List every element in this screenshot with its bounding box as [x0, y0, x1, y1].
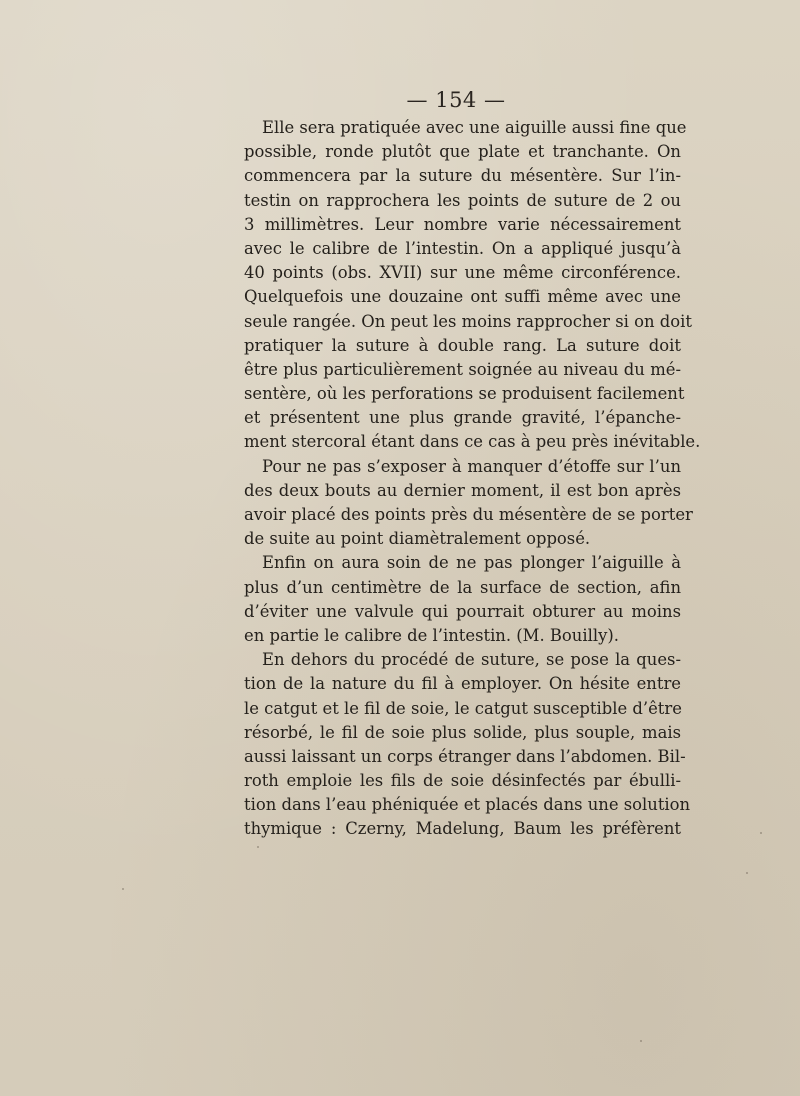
text-line: tion dans l’eau phéniquée et placés dans une solution — [244, 795, 691, 815]
text-line: résorbé, le fil de soie plus solide, plus souple, mais — [244, 722, 681, 742]
body-text — [244, 116, 701, 842]
paragraph-3 — [244, 551, 681, 648]
text-line: testin on rapprochera les points de suture de 2 ou — [244, 190, 681, 210]
text-line: seule rangée. On peut les moins rapprocher si on doit — [244, 311, 692, 331]
text-line: Enfin on aura soin de ne pas plonger l’aiguille à — [262, 553, 681, 573]
text-line: aussi laissant un corps étranger dans l’abdomen. Bil- — [244, 746, 686, 766]
text-line: 3 millimètres. Leur nombre varie nécessairement — [244, 214, 681, 234]
text-line: Elle sera pratiquée avec une aiguille aussi fine que — [262, 118, 687, 137]
text-line: Pour ne pas s’exposer à manquer d’étoffe sur l’un — [262, 456, 681, 476]
text-line: plus d’un centimètre de la surface de section, afin — [244, 577, 681, 597]
text-line: En dehors du procédé de suture, se pose la ques- — [262, 650, 681, 670]
text-line: Quelquefois une douzaine ont suffi même avec une — [244, 287, 681, 307]
text-line: thymique : Czerny, Madelung, Baum les préfèrent — [244, 819, 681, 839]
text-line: avoir placé des points près du mésentère de se porter — [244, 505, 693, 524]
paper-speck — [760, 832, 762, 834]
text-line: et présentent une plus grande gravité, l’épanche- — [244, 408, 681, 428]
paper-speck — [122, 888, 124, 890]
text-line: le catgut et le fil de soie, le catgut susceptible d’être — [244, 698, 682, 718]
text-line: pratiquer la suture à double rang. La suture doit — [244, 335, 681, 355]
paragraph-4 — [244, 648, 691, 842]
text-line: ment stercoral étant dans ce cas à peu près inévitable. — [244, 432, 701, 452]
text-line: sentère, où les perforations se produisent facilement — [244, 384, 685, 404]
paper-speck — [640, 1040, 642, 1042]
text-line: possible, ronde plutôt que plate et tranchante. On — [244, 142, 681, 162]
paper-speck — [746, 872, 748, 874]
text-line: être plus particulièrement soignée au niveau du mé- — [244, 359, 681, 379]
page-number: — 154 — — [406, 88, 506, 112]
text-line: roth emploie les fils de soie désinfectés par ébulli- — [244, 771, 681, 791]
paragraph-2 — [244, 455, 693, 552]
text-line: 40 points (obs. XVII) sur une même circonférence. — [244, 263, 681, 283]
paragraph-1 — [244, 116, 701, 455]
text-line: tion de la nature du fil à employer. On hésite entre — [244, 674, 681, 694]
text-line: de suite au point diamètralement opposé. — [244, 529, 591, 549]
text-line: en partie le calibre de l’intestin. (M. Bouilly). — [244, 625, 619, 645]
paper-speck — [257, 846, 259, 848]
text-line: commencera par la suture du mésentère. Sur l’in- — [244, 166, 681, 186]
text-line: des deux bouts au dernier moment, il est bon après — [244, 480, 681, 500]
text-line: avec le calibre de l’intestin. On a appliqué jusqu’à — [244, 238, 681, 258]
text-line: d’éviter une valvule qui pourrait obturer au moins — [244, 601, 681, 621]
